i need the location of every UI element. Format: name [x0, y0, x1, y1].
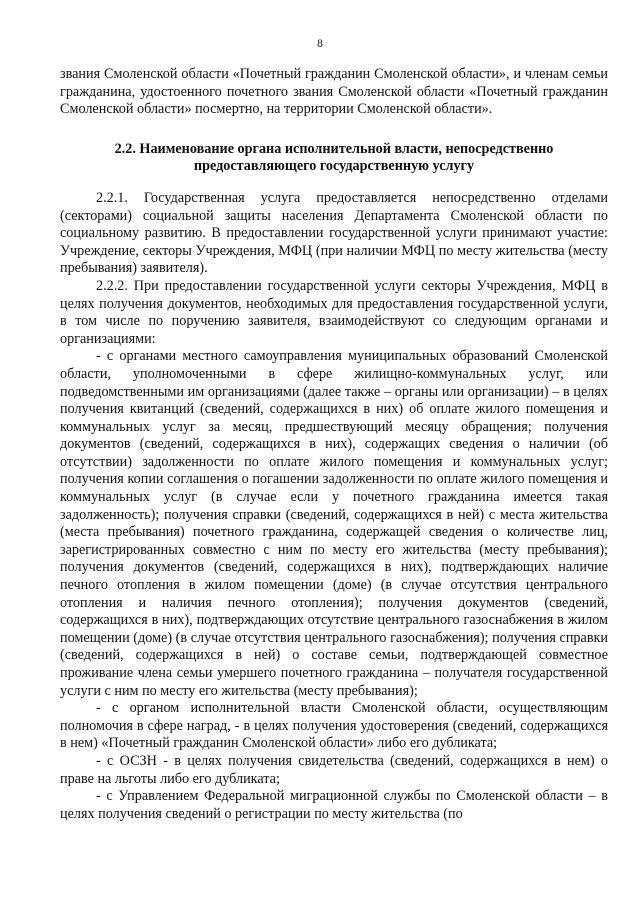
paragraph-2-2-1: 2.2.1. Государственная услуга предоставляется непосредственно отделами (секторами) социальной защиты населения Департамента Смоленской области по социальному развитию. В предоставлении государственной услуги принимают участие: Учреждение, секторы Учреждения, МФЦ (при наличии МФЦ по месту жительства (месту пребывания) заявителя). [60, 189, 608, 277]
list-item-awards-authority: - с органом исполнительной власти Смоленской области, осуществляющим полномочия в сфере наград, - в целях получения удостоверения (сведений, содержащихся в нем) «Почетный гражданин Смоленской области» либо его дубликата; [60, 700, 608, 752]
list-item-oszn: - с ОСЗН - в целях получения свидетельства (сведений, содержащихся в нем) о праве на льготы либо его дубликата; [60, 752, 608, 787]
list-item-migration-service: - с Управлением Федеральной миграционной службы по Смоленской области – в целях получения сведений о регистрации по месту жительства (по [60, 788, 608, 822]
document-body [60, 66, 608, 823]
page-number: 8 [317, 38, 323, 50]
list-item-local-authorities: - с органами местного самоуправления муниципальных образований Смоленской области, уполномоченными в сфере жилищно-коммунальных услуг, или подведомственными им организациями (далее также – органы или организации) – в целях получения квитанций (сведений, содержащихся в них) об оплате жилого помещения и коммунальных услуг за месяц, предшествующий месяцу обращения; получения документов (сведений, содержащихся в них), содержащих сведения о наличии (об отсутствии) задолженности по оплате жилого помещения и коммунальных услуг; получения копии соглашения о погашении задолженности по оплате жилого помещения и коммунальных услуг (в случае если у почетного гражданина имеется такая задолженность); получения справки (сведений, содержащихся в ней) с места жительства (места пребывания) почетного гражданина, содержащей сведения о количестве лиц, зарегистрированных совместно с ним по месту его жительства (месту пребывания); получения документов (сведений, содержащихся в них), подтверждающих наличие печного отопления в жилом помещении (доме) (в случае отсутствия центрального отопления и наличия печного отопления); получения документов (сведений, содержащихся в них), подтверждающих отсутствие центрального газоснабжения в жилом помещении (доме) (в случае отсутствия центрального газоснабжения); получения справки (сведений, содержащихся в ней) о составе семьи, подтверждающей совместное проживание члена семьи умершего почетного гражданина – получателя государственной услуги с ним по месту его жительства (месту пребывания); [60, 348, 608, 699]
intro-paragraph: звания Смоленской области «Почетный гражданин Смоленской области», и членам семьи гражданина, удостоенного почетного звания Смоленской области «Почетный гражданин Смоленской области» посмертно, на территории Смоленской области». [60, 66, 608, 118]
section-heading: 2.2. Наименование органа исполнительной власти, непосредственно предоставляющего государственную услугу [114, 140, 554, 175]
paragraph-2-2-2: 2.2.2. При предоставлении государственной услуги секторы Учреждения, МФЦ в целях получения документов, необходимых для предоставления государственной услуги, в том числе по поручению заявителя, взаимодействуют со следующим органами и организациями: [60, 277, 608, 347]
